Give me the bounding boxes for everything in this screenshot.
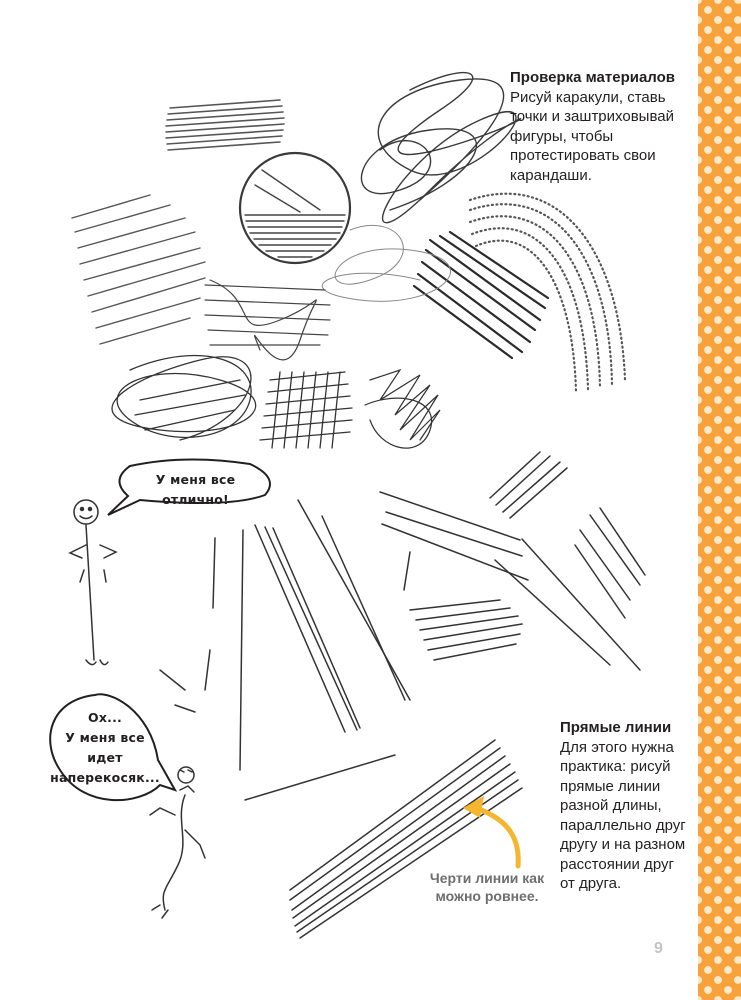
materials-line: Рисуй каракули, ставь (510, 88, 666, 106)
sad-bubble-line: Ох... (88, 710, 122, 725)
sketch-crosshatch-grid (260, 372, 352, 448)
page-number: 9 (654, 940, 663, 957)
materials-line: протестировать свои (510, 147, 656, 164)
straight-lines-line: параллельно друг (560, 816, 686, 834)
sketch-dark-hatching (414, 232, 548, 358)
tip-caption (417, 869, 557, 905)
tip-line: можно ровнее. (435, 888, 539, 904)
materials-line: карандаши. (510, 166, 592, 184)
sketch-shaded-sphere (240, 153, 350, 263)
happy-bubble-text: У меня все отлично! (155, 472, 236, 507)
straight-lines-line: расстоянии друг (560, 855, 674, 873)
straight-lines-line: разной длины, (560, 797, 662, 814)
straight-lines-section (560, 718, 695, 894)
sad-bubble-text (46, 708, 164, 788)
straight-lines-line: практика: рисуй (560, 758, 671, 775)
sad-bubble-line: наперекосяк... (50, 770, 160, 785)
sketch-dotted-arc (470, 194, 625, 392)
sketch-scribble-ball (112, 356, 256, 440)
sketch-zigzag-scribble (365, 370, 440, 448)
materials-line: фигуры, чтобы (510, 127, 614, 145)
materials-title: Проверка материалов (510, 69, 676, 86)
sketch-cross-scribble-mid (205, 280, 330, 360)
sad-bubble-line: У меня все идет (65, 730, 145, 765)
happy-stick-figure (70, 500, 116, 665)
straight-lines-line: Для этого нужна (560, 738, 674, 756)
tip-line: Черти линии как (429, 870, 545, 886)
sad-stick-figure (150, 767, 205, 918)
sketch-hatching-block-top (166, 100, 284, 150)
straight-lines-line: от друга. (560, 875, 622, 892)
straight-lines-line: прямые линии (560, 777, 661, 795)
sketch-diagonal-lines-left (72, 195, 205, 344)
materials-section (510, 68, 690, 185)
sketch-scribble-top-right (361, 73, 520, 223)
straight-lines-line: другу и на разном (560, 836, 686, 853)
yellow-arrow-icon (463, 796, 518, 866)
straight-lines-title: Прямые линии (560, 719, 672, 736)
sketch-parallel-lines-bottom (290, 740, 522, 938)
materials-line: точки и заштриховывай (510, 108, 674, 125)
